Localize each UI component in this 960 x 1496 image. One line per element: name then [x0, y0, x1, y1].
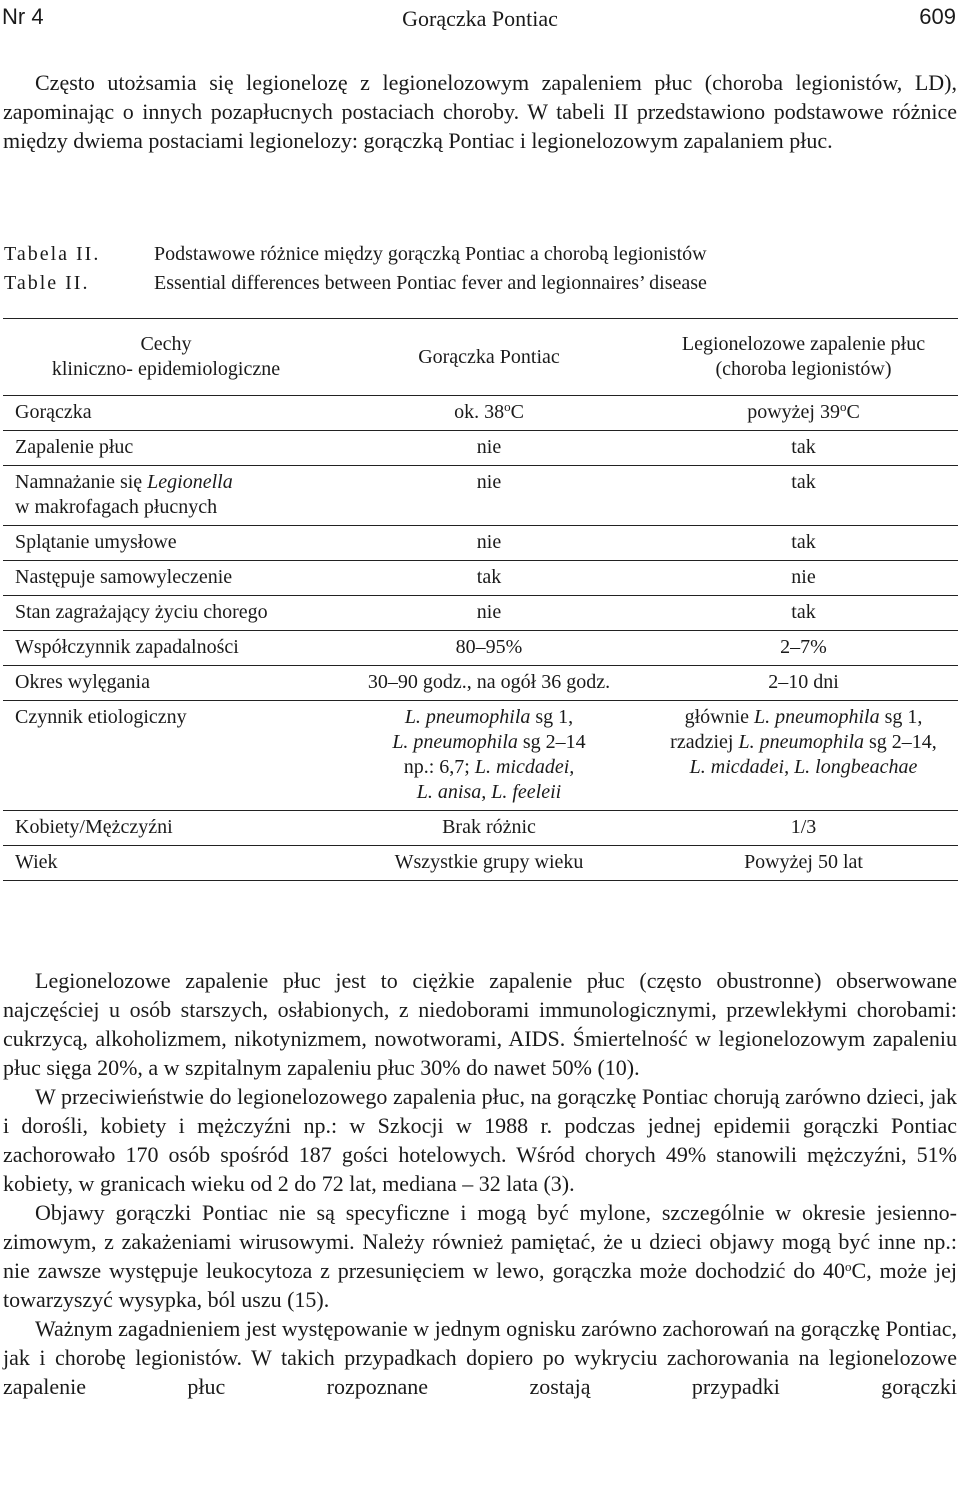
header-features-line1: Cechy: [140, 333, 192, 355]
pontiac-value: 80–95%: [329, 631, 649, 666]
table-header-row: [3, 319, 958, 396]
pontiac-value: [329, 701, 649, 811]
comparison-table: [3, 318, 958, 881]
legionnaires-value: tak: [649, 596, 958, 631]
body-paragraph: W przeciwieństwie do legionelozowego zapalenia płuc, na gorączkę Pontiac chorują zarówno dzieci, jak i dorośli, kobiety i mężczyźni np.: w Szkocji w 1988 r. podczas jednej epidemii gorączki Pontiac zachorowało 170 osób spośród 187 gości hotelowych. Wśród chorych 49% stanowili mężczyźni, 51% kobiety, w granicach wieku od 2 do 72 lat, mediana – 32 lata (3).: [3, 1084, 957, 1196]
issue-number: Nr 4: [2, 4, 44, 29]
row-label: Okres wylęgania: [3, 666, 329, 701]
legionnaires-value: tak: [649, 431, 958, 466]
header-pontiac: Gorączka Pontiac: [329, 319, 649, 396]
caption-pl-text: Podstawowe różnice między gorączką Pontiac a chorobą legionistów: [154, 243, 707, 265]
pontiac-value: [329, 396, 649, 431]
degree-sup: o: [504, 399, 511, 414]
body-paragraph: Ważnym zagadnieniem jest występowanie w jednym ognisku zarówno zachorowań na gorączkę Pontiac, jak i chorobę legionistów. W takich przypadkach dopiero po wykryciu zachorowania na legionelozowe zapalenie płuc rozpoznane zostają przypadki gorączki: [3, 1316, 957, 1399]
legionnaires-value: [649, 701, 958, 811]
label-text: Namnażanie się: [15, 471, 148, 493]
pontiac-value: nie: [329, 526, 649, 561]
caption-pl-label: Tabela II.: [4, 243, 101, 265]
header-features: [3, 319, 329, 396]
table-caption: [4, 240, 707, 298]
pontiac-value: nie: [329, 596, 649, 631]
value-unit: C: [846, 401, 860, 423]
row-label: Kobiety/Mężczyźni: [3, 811, 329, 846]
species-italic: L. micdadei,: [474, 756, 575, 778]
page-number: 609: [919, 4, 956, 29]
row-label: Zapalenie płuc: [3, 431, 329, 466]
table-row: [3, 846, 958, 881]
species-italic: L. pneumophila: [392, 731, 518, 753]
caption-en-text: Essential differences between Pontiac fever and legionnaires’ disease: [154, 272, 707, 294]
qualifier-text: głównie: [684, 706, 755, 728]
caption-english: [4, 269, 707, 298]
serogroup-text: sg 2–14,: [864, 731, 937, 753]
value-unit: C: [510, 401, 524, 423]
header-legionnaires-line1: Legionelozowe zapalenie płuc: [681, 333, 926, 355]
row-label: Splątanie umysłowe: [3, 526, 329, 561]
legionnaires-value: nie: [649, 561, 958, 596]
caption-polish: [4, 240, 707, 269]
table-row: [3, 596, 958, 631]
intro-paragraph: Często utożsamia się legionelozę z legionelozowym zapaleniem płuc (choroba legionistów, LD), zapominając o innych pozapłucnych postaciach choroby. W tabeli II przedstawiono podstawowe różnice między dwiema postaciami legionelozy: gorączką Pontiac i legionelozowym zapalaniem płuc.: [3, 70, 957, 153]
species-italic: L. pneumophila: [754, 706, 880, 728]
species-italic: L. longbeachae: [794, 756, 918, 778]
species-italic: L. micdadei: [689, 756, 785, 778]
header-features-line2: kliniczno- epidemiologiczne: [51, 358, 281, 380]
running-title: Gorączka Pontiac: [402, 6, 558, 31]
running-header: [0, 2, 960, 34]
species-italic: L. anisa, L. feeleii: [416, 781, 562, 803]
degree-sup: o: [845, 1259, 852, 1274]
body-text: [3, 966, 957, 1401]
table-row: [3, 526, 958, 561]
table-row: [3, 811, 958, 846]
table-row: [3, 431, 958, 466]
body-paragraph: Legionelozowe zapalenie płuc jest to ciężkie zapalenie płuc (często obustronne) obserwowane najczęściej u osób starszych, osłabionych, z niedoborami immunologicznymi, przewlekłymi chorobami: cukrzycą, alkoholizmem, nikotynizmem, nowotworami, AIDS. Śmiertelność w legionelozowym zapaleniu płuc sięga 20%, a w szpitalnym zapaleniu płuc 30% do nawet 50% (10).: [3, 968, 957, 1080]
serogroup-text: sg 2–14: [517, 731, 586, 753]
legionnaires-value: [649, 396, 958, 431]
table-row: [3, 466, 958, 526]
legionnaires-value: tak: [649, 466, 958, 526]
table-row: [3, 631, 958, 666]
value-text: powyżej 39: [747, 401, 840, 423]
legionnaires-value: 2–7%: [649, 631, 958, 666]
example-text: np.: 6,7;: [403, 756, 475, 778]
separator-text: ,: [784, 756, 795, 778]
table-row: [3, 396, 958, 431]
pontiac-value: 30–90 godz., na ogół 36 godz.: [329, 666, 649, 701]
body-paragraph: [3, 1198, 957, 1314]
legionnaires-value: tak: [649, 526, 958, 561]
species-italic: L. pneumophila: [404, 706, 531, 728]
table-row: [3, 666, 958, 701]
paragraph-text: C, może jej towarzyszyć wysypka, ból uszu (15).: [3, 1258, 957, 1312]
row-label: [3, 466, 329, 526]
header-legionnaires-line2: (choroba legionistów): [715, 358, 892, 380]
row-label: Gorączka: [3, 396, 329, 431]
pontiac-value: Brak różnic: [329, 811, 649, 846]
paragraph-text: Objawy gorączki Pontiac nie są specyficzne i mogą być mylone, szczególnie w okresie jesienno-zimowym, z zakażeniami wirusowymi. Należy również pamiętać, że u dzieci objawy mogą być inne np.: nie zawsze występuje leukocytoza z przesunięciem w lewo, gorączka może dochodzić do 40: [3, 1200, 957, 1283]
qualifier-text: rzadziej: [670, 731, 739, 753]
legionnaires-value: 2–10 dni: [649, 666, 958, 701]
pontiac-value: tak: [329, 561, 649, 596]
species-italic: L. pneumophila: [738, 731, 865, 753]
pontiac-value: nie: [329, 431, 649, 466]
pontiac-value: nie: [329, 466, 649, 526]
caption-en-label: Table II.: [4, 272, 90, 294]
serogroup-text: sg 1,: [879, 706, 923, 728]
table-row: [3, 701, 958, 811]
row-label: Współczynnik zapadalności: [3, 631, 329, 666]
label-text-line2: w makrofagach płucnych: [15, 496, 218, 518]
table-row: [3, 561, 958, 596]
degree-sup: o: [839, 399, 847, 414]
serogroup-text: sg 1,: [530, 706, 574, 728]
header-legionnaires: [649, 319, 958, 396]
row-label: Wiek: [3, 846, 329, 881]
label-italic: Legionella: [147, 471, 233, 493]
row-label: Stan zagrażający życiu chorego: [3, 596, 329, 631]
legionnaires-value: 1/3: [649, 811, 958, 846]
pontiac-value: Wszystkie grupy wieku: [329, 846, 649, 881]
row-label: Czynnik etiologiczny: [3, 701, 329, 811]
row-label: Następuje samowyleczenie: [3, 561, 329, 596]
value-text: ok. 38: [454, 401, 505, 423]
legionnaires-value: Powyżej 50 lat: [649, 846, 958, 881]
